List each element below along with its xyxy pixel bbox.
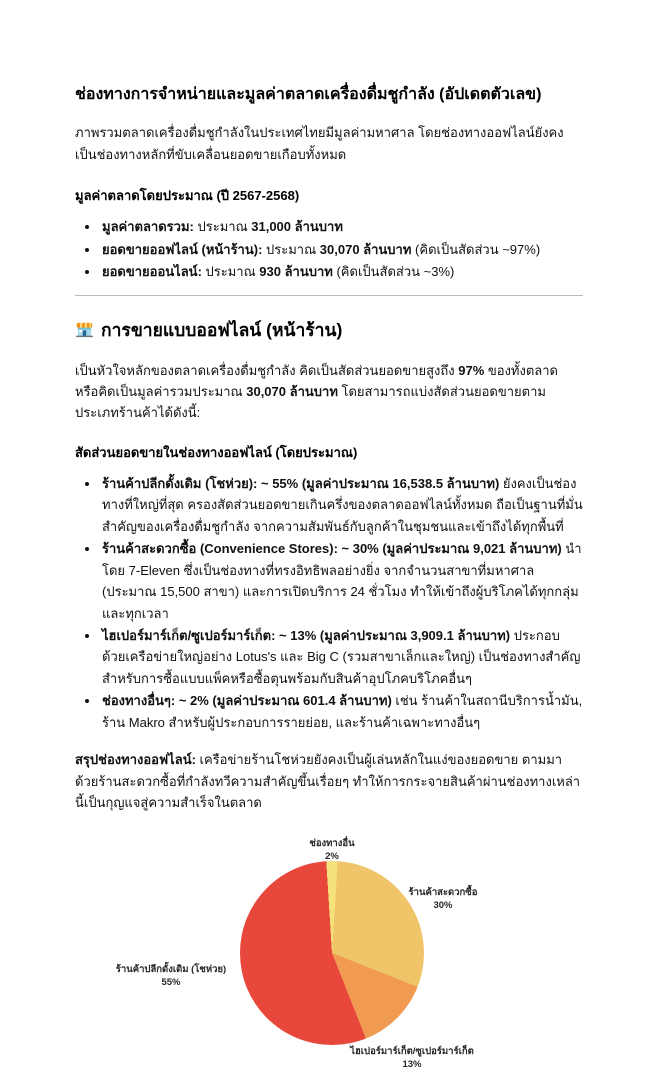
section-divider bbox=[75, 295, 583, 296]
bullet-value: 30,070 ล้านบาท bbox=[319, 241, 412, 257]
pie-chart bbox=[240, 861, 424, 1045]
pie-label-hypermarket: ไฮเปอร์มาร์เก็ต/ซูเปอร์มาร์เก็ต 13% bbox=[350, 1046, 474, 1071]
pie-label-other-channels: ช่องทางอื่น 2% bbox=[309, 838, 355, 863]
offline-share-list bbox=[75, 473, 583, 733]
pie-label-convenience: ร้านค้าสะดวกซื้อ 30% bbox=[408, 887, 478, 912]
list-item: • ยอดขายออนไลน์: ประมาณ 930 ล้านบาท (คิดเป็นสัดส่วน ~3%) bbox=[100, 261, 583, 282]
bullet-label: ยอดขายออนไลน์: bbox=[102, 264, 202, 280]
offline-paragraph: เป็นหัวใจหลักของตลาดเครื่องดื่มชูกำลัง คิดเป็นสัดส่วนยอดขายสูงถึง 97% ของทั้งตลาด หรือคิดเป็นมูลค่ารวมประมาณ 30,070 ล้านบาท โดยสามารถแบ่งสัดส่วนยอดขายตามประเภทร้านค้าได้ดังนี้: bbox=[75, 362, 558, 421]
section-heading-text: การขายแบบออฟไลน์ (หน้าร้าน) bbox=[101, 319, 343, 340]
bullet-label: ร้านค้าปลีกดั้งเดิม (โชห่วย): ~ 55% (มูลค่าประมาณ 16,538.5 ล้านบาท) bbox=[102, 475, 500, 491]
list-item: • มูลค่าตลาดรวม: ประมาณ 31,000 ล้านบาท bbox=[100, 216, 583, 237]
list-item: • ไฮเปอร์มาร์เก็ต/ซูเปอร์มาร์เก็ต: ~ 13% (มูลค่าประมาณ 3,909.1 ล้านบาท) ประกอบด้วยเครือข่ายใหญ่อย่าง Lotus's และ Big C (รวมสาขาเล็กและใหญ่) เป็นช่องทางสำคัญสำหรับการซื้อแบบแพ็คหรือซื้อตุนพร้อมกับสินค้าอุปโภคบริโภคอื่นๆ bbox=[100, 625, 583, 689]
bullet-label: ร้านค้าสะดวกซื้อ (Convenience Stores): ~ 30% (มูลค่าประมาณ 9,021 ล้านบาท) bbox=[102, 541, 562, 557]
offline-section-heading bbox=[75, 316, 583, 344]
bullet-label: มูลค่าตลาดรวม: bbox=[102, 219, 194, 235]
list-item: • ยอดขายออฟไลน์ (หน้าร้าน): ประมาณ 30,070 ล้านบาท (คิดเป็นสัดส่วน ~97%) bbox=[100, 239, 583, 260]
bullet-label: ไฮเปอร์มาร์เก็ต/ซูเปอร์มาร์เก็ต: ~ 13% (มูลค่าประมาณ 3,909.1 ล้านบาท) bbox=[102, 627, 511, 643]
bullet-label: ยอดขายออฟไลน์ (หน้าร้าน): bbox=[102, 241, 263, 257]
list-item: • ร้านค้าสะดวกซื้อ (Convenience Stores): ~ 30% (มูลค่าประมาณ 9,021 ล้านบาท) นำโดย 7-Eleven ซึ่งเป็นช่องทางที่ทรงอิทธิพลอย่างยิ่ง จากจำนวนสาขาที่มหาศาล (ประมาณ 15,500 สาขา) และการเปิดบริการ 24 ชั่วโมง ทำให้เข้าถึงผู้บริโภคได้ทุกกลุ่มและทุกเวลา bbox=[100, 538, 583, 624]
pie-label-traditional-trade: ร้านค้าปลีกดั้งเดิม (โชห่วย) 55% bbox=[115, 964, 227, 989]
pie-chart-figure bbox=[75, 825, 583, 1090]
storefront-icon bbox=[75, 320, 94, 339]
market-value-heading: มูลค่าตลาดโดยประมาณ (ปี 2567-2568) bbox=[75, 188, 300, 204]
market-value-list bbox=[75, 216, 583, 282]
page-title: ช่องทางการจำหน่ายและมูลค่าตลาดเครื่องดื่มชูกำลัง (อัปเดตตัวเลข) bbox=[75, 86, 542, 103]
bullet-value: 31,000 ล้านบาท bbox=[251, 219, 343, 235]
list-item: • ช่องทางอื่นๆ: ~ 2% (มูลค่าประมาณ 601.4 ล้านบาท) เช่น ร้านค้าในสถานีบริการน้ำมัน, ร้าน Makro สำหรับผู้ประกอบการรายย่อย, และร้านค้าเฉพาะทางอื่นๆ bbox=[100, 690, 583, 733]
intro-paragraph: ภาพรวมตลาดเครื่องดื่มชูกำลังในประเทศไทยมีมูลค่ามหาศาล โดยช่องทางออฟไลน์ยังคงเป็นช่องทางหลักที่ขับเคลื่อนยอดขายเกือบทั้งหมด bbox=[75, 125, 564, 162]
bullet-label: ช่องทางอื่นๆ: ~ 2% (มูลค่าประมาณ 601.4 ล้านบาท) bbox=[102, 693, 392, 709]
list-item: • ร้านค้าปลีกดั้งเดิม (โชห่วย): ~ 55% (มูลค่าประมาณ 16,538.5 ล้านบาท) ยังคงเป็นช่องทางที่ใหญ่ที่สุด ครองสัดส่วนยอดขายเกินครึ่งของตลาดออฟไลน์ทั้งหมด ถือเป็นฐานที่มั่นสำคัญของเครื่องดื่มชูกำลัง จากความสัมพันธ์กับลูกค้าในชุมชนและเข้าถึงได้ทุกพื้นที่ bbox=[100, 473, 583, 537]
bullet-value: 930 ล้านบาท bbox=[259, 264, 333, 280]
summary-paragraph: สรุปช่องทางออฟไลน์: เครือข่ายร้านโชห่วยยังคงเป็นผู้เล่นหลักในแง่ของยอดขาย ตามมาด้วยร้านสะดวกซื้อที่กำลังทวีความสำคัญขึ้นเรื่อยๆ ทำให้การกระจายสินค้าผ่านช่องทางเหล่านี้เป็นกุญแจสู่ความสำเร็จในตลาด bbox=[75, 752, 581, 811]
share-heading: สัดส่วนยอดขายในช่องทางออฟไลน์ (โดยประมาณ) bbox=[75, 444, 358, 460]
